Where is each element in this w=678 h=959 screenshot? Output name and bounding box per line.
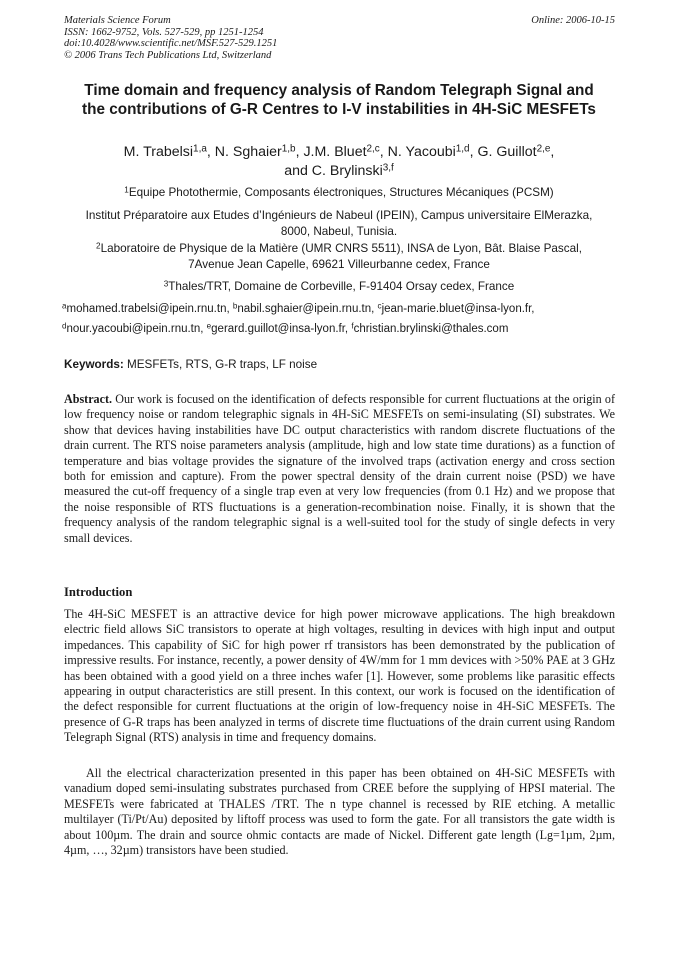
abstract-label: Abstract. <box>64 392 113 406</box>
author-separator: , <box>550 144 555 160</box>
affiliation-text: Thales/TRT, Domaine de Corbeville, F-91404 Orsay cedex, France <box>168 280 515 293</box>
author-affiliation-mark: 1,b <box>281 143 296 155</box>
intro-paragraph-2: All the electrical characterization presented in this paper has been obtained on 4H-SiC MESFETs with vanadium doped semi-insulating substrates purchased from CREE before the supplying of HPSI material. The MESFETs were fabricated at THALES /TRT. The n type channel is recessed by RIE etching. A metallic multilayer (Ti/Pt/Au) deposited by liftoff process was used to form the gate. For all transistors the gate width is about 100µm. The drain and source ohmic contacts are made of Nickel. Different gate length (Lg=1µm, 2µm, 4µm, …, 32µm) transistors have been studied. <box>64 766 615 858</box>
author-name: and C. Brylinski <box>284 163 383 179</box>
author-separator: , <box>295 144 304 160</box>
affiliation-text: Institut Préparatoire aux Etudes d’Ingénieurs de Nabeul (IPEIN), Campus universitaire ElMerazka, <box>85 209 593 222</box>
email-mark: c <box>377 301 382 311</box>
email-mark: e <box>206 321 212 331</box>
title-line-1: Time domain and frequency analysis of Random Telegraph Signal and <box>84 82 594 99</box>
author-list <box>40 143 638 181</box>
keywords <box>64 358 615 371</box>
journal-doi: doi:10.4028/www.scientific.net/MSF.527-529.1251 <box>64 38 278 49</box>
author-separator: , <box>469 144 478 160</box>
affiliation-text: 7Avenue Jean Capelle, 69621 Villeurbanne cedex, France <box>188 257 490 271</box>
online-date: Online: 2006-10-15 <box>531 15 615 26</box>
email-link[interactable]: nabil.sghaier@ipein.rnu.tn, <box>237 303 378 315</box>
journal-issn: ISSN: 1662-9752, Vols. 527-529, pp 1251-1254 <box>64 26 264 38</box>
journal-header <box>64 15 615 61</box>
affiliation-text: Laboratoire de Physique de la Matière (UMR CNRS 5511), INSA de Lyon, Bât. Blaise Pascal, <box>100 242 582 255</box>
title-line-2: the contributions of G-R Centres to I-V instabilities in 4H-SiC MESFETs <box>82 101 596 118</box>
author-affiliation-mark: 1,d <box>455 143 470 155</box>
author-affiliation-mark: 1,a <box>193 143 207 155</box>
affiliation-3 <box>58 279 620 295</box>
abstract-text: Our work is focused on the identification of defects responsible for current fluctuations at the origin of low frequency noise or random telegraphic signals in 4H-SiC MESFETs on semi-insulating (SI) substrates. We show that devices having instabilities have DC output characteristics with random discrete fluctuations of the drain current. The RTS noise parameters analysis (amplitude, high and low state time durations) as a function of temperature and bias voltage provides the signature of the involved traps (activation energy and cross section both for emission and capture). From the power spectral density of the drain current noise (PSD) we have measured the cut-off frequency of a single trap even at very low frequencies (from 0.1 Hz) and we propose that the noise responsible of RTS fluctuations is a generation-recombination noise. Finally, it is shown that the frequency analysis of the random telegraphic signal is a well-suited tool for the study of single defects in very small devices. <box>64 392 615 545</box>
author-affiliation-mark: 2,e <box>536 143 551 155</box>
author-affiliation-mark: 2,c <box>366 143 380 155</box>
email-mark: f <box>351 321 354 331</box>
journal-copyright: © 2006 Trans Tech Publications Ltd, Switzerland <box>64 49 272 61</box>
affiliation-mark: 2 <box>96 241 101 251</box>
paper-title <box>40 81 638 119</box>
email-mark: b <box>232 301 238 311</box>
author-name: N. Yacoubi <box>387 144 456 160</box>
affiliation-mark: 3 <box>163 279 169 289</box>
author-line-1 <box>40 143 638 162</box>
affiliation-1 <box>58 185 620 201</box>
intro-paragraph-1: The 4H-SiC MESFET is an attractive device for high power microwave applications. The high breakdown electric field allows SiC transistors to operate at high voltages, resulting in devices with high input and output impedances. This capability of SiC for high power rf transistors has been demonstrated by the publication of impressive results. For instance, recently, a power density of 4W/mm for 1 mm devices with >50% PAE at 3 GHz has been obtained with a good yield on a three inches wafer [1]. However, some problems like parasitic effects appearing in output characteristics are still present. In this context, our work is focused on the identification of the defect responsible for current fluctuations at the origin of low-frequency noise in 4H-SiC MESFETs. The presence of G-R traps has been analyzed in terms of discrete time fluctuations of the drain current using Random Telegraph Signal (RTS) analysis in time and frequency domains. <box>64 607 615 745</box>
affiliation-1-institution <box>50 208 628 239</box>
email-link[interactable]: jean-marie.bluet@insa-lyon.fr, <box>381 303 535 315</box>
email-line-2 <box>62 319 622 339</box>
section-heading-introduction: Introduction <box>64 585 133 599</box>
affiliation-text: Equipe Photothermie, Composants électroniques, Structures Mécaniques (PCSM) <box>128 186 554 199</box>
keywords-label: Keywords: <box>64 358 124 371</box>
email-link[interactable]: nour.yacoubi@ipein.rnu.tn, <box>66 323 207 335</box>
affiliation-2 <box>58 241 620 272</box>
author-line-2 <box>40 162 638 181</box>
email-list <box>62 299 622 339</box>
affiliation-mark: 1 <box>124 185 129 195</box>
abstract <box>64 392 615 546</box>
journal-name: Materials Science Forum <box>64 15 171 26</box>
email-mark: d <box>62 321 67 331</box>
affiliation-text: 8000, Nabeul, Tunisia. <box>280 224 398 238</box>
author-name: G. Guillot <box>477 144 537 160</box>
author-name: N. Sghaier <box>214 144 282 160</box>
author-name: M. Trabelsi <box>123 144 194 160</box>
email-link[interactable]: christian.brylinski@thales.com <box>353 323 509 335</box>
author-separator: , <box>379 144 388 160</box>
email-link[interactable]: gerard.guillot@insa-lyon.fr, <box>211 323 352 335</box>
email-link[interactable]: mohamed.trabelsi@ipein.rnu.tn, <box>66 303 233 315</box>
email-line-1 <box>62 299 622 319</box>
author-affiliation-mark: 3,f <box>382 162 394 174</box>
keywords-text: MESFETs, RTS, G-R traps, LF noise <box>123 358 318 371</box>
email-mark: a <box>62 301 67 311</box>
author-separator: , <box>206 144 215 160</box>
author-name: J.M. Bluet <box>303 144 367 160</box>
